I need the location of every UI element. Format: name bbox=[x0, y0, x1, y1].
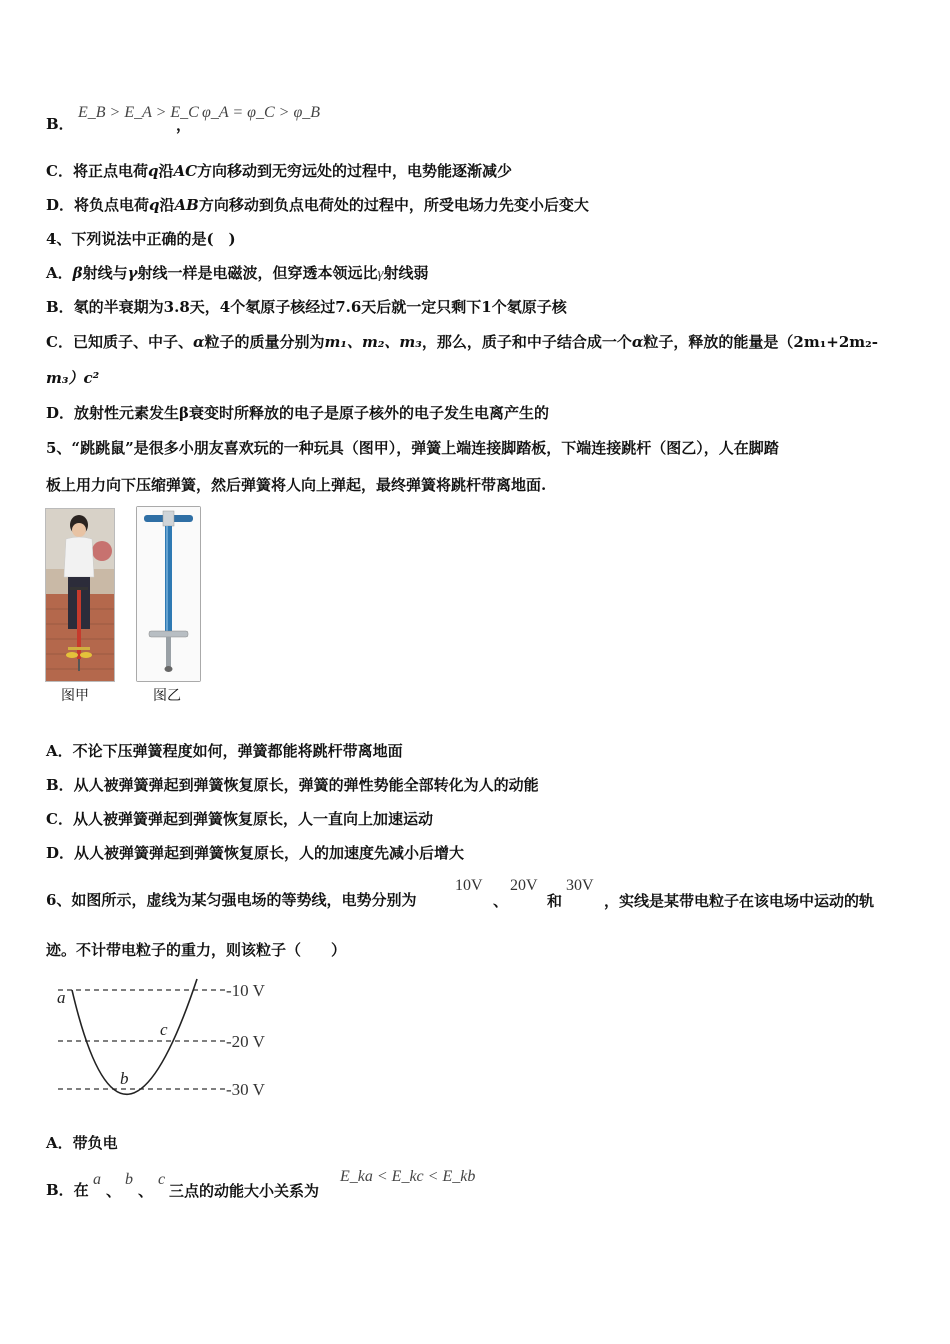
option-label: B． bbox=[46, 115, 74, 133]
q5-option-b: B．从人被弹簧弹起到弹簧恢复原长，弹簧的弹性势能全部转化为人的动能 bbox=[46, 776, 539, 794]
symbol-alpha: α bbox=[192, 333, 205, 351]
figure-point-a: a bbox=[57, 988, 66, 1007]
q3-option-b-formula-phi: φ_A = φ_C > φ_B bbox=[202, 104, 321, 121]
text: D．将负点电荷 bbox=[46, 196, 150, 214]
q4-stem: 4、下列说法中正确的是( ) bbox=[46, 230, 236, 248]
q3-option-b bbox=[46, 114, 74, 134]
q6-option-a: A．带负电 bbox=[46, 1134, 118, 1152]
symbol-beta: β bbox=[72, 264, 83, 282]
q3-option-b-comma: ， bbox=[176, 116, 192, 134]
figure-label-10v: -10 V bbox=[226, 981, 265, 1000]
q5-option-c: C．从人被弹簧弹起到弹簧恢复原长，人一直向上加速运动 bbox=[46, 810, 433, 828]
figure-yi-photo bbox=[136, 506, 201, 682]
text: 射线弱 bbox=[383, 264, 429, 282]
text: 沿 bbox=[158, 162, 174, 180]
text: 粒子，释放的能量是（2m₁+2m₂- bbox=[643, 333, 878, 351]
q4-option-c-cont: m₃）c² bbox=[46, 369, 100, 387]
q5-stem-line2: 板上用力向下压缩弹簧，然后弹簧将人向上弹起，最终弹簧将跳杆带离地面. bbox=[46, 476, 547, 494]
q6-sep1: 、 bbox=[493, 892, 509, 910]
text: 方向移动到无穷远处的过程中，电势能逐渐减少 bbox=[197, 162, 513, 180]
text: ，那么，质子和中子结合成一个 bbox=[421, 333, 632, 351]
q6-option-b-c: c bbox=[158, 1171, 166, 1188]
q6-option-b-relation: E_ka < E_kc < E_kb bbox=[340, 1168, 476, 1185]
q6-option-b-sep2: 、 bbox=[138, 1182, 154, 1200]
q5-option-a: A．不论下压弹簧程度如何，弹簧都能将跳杆带离地面 bbox=[46, 742, 403, 760]
q6-option-b bbox=[46, 1180, 89, 1200]
q6-value-10v: 10V bbox=[455, 877, 483, 894]
q6-stem-line2: 迹。不计带电粒子的重力，则该粒子（ ） bbox=[46, 941, 347, 959]
text: 射线一样是电磁波，但穿透本领远比 bbox=[137, 264, 378, 282]
figure-label-20v: -20 V bbox=[226, 1032, 265, 1051]
figure-jia-photo bbox=[45, 508, 115, 682]
masses: m₁、m₂、m₃ bbox=[324, 333, 422, 351]
q4-option-a bbox=[46, 263, 428, 284]
q5-stem-line1: 5、“跳跳鼠”是很多小朋友喜欢玩的一种玩具（图甲），弹簧上端连接脚踏板，下端连接跳杆（图乙），人在脚踏 bbox=[46, 439, 779, 457]
var-ac: AC bbox=[173, 162, 198, 180]
var-q: q bbox=[149, 196, 160, 214]
text: B．在 bbox=[46, 1181, 89, 1199]
q6-option-b-text: 三点的动能大小关系为 bbox=[169, 1182, 320, 1200]
text: C．将正点电荷 bbox=[46, 162, 148, 180]
symbol-gamma: γ bbox=[377, 266, 384, 282]
q5-option-d: D．从人被弹簧弹起到弹簧恢复原长，人的加速度先减小后增大 bbox=[46, 844, 465, 862]
q4-option-c bbox=[46, 332, 878, 352]
symbol-gamma: γ bbox=[127, 264, 138, 282]
q6-stem-part1: 6、如图所示，虚线为某匀强电场的等势线，电势分别为 bbox=[46, 891, 417, 909]
text: A． bbox=[46, 264, 73, 282]
pogo-stick-image bbox=[137, 507, 200, 681]
particle-trajectory bbox=[72, 979, 197, 1094]
q6-equipotential-figure bbox=[50, 974, 290, 1104]
text: 粒子的质量分别为 bbox=[204, 333, 325, 351]
var-q: q bbox=[147, 162, 159, 180]
figure-point-c: c bbox=[160, 1020, 168, 1039]
q6-option-b-a: a bbox=[93, 1171, 101, 1188]
q3-option-d bbox=[46, 195, 589, 215]
q6-sep2: 和 bbox=[547, 892, 563, 910]
var-ab: AB bbox=[174, 196, 199, 214]
figure-point-b: b bbox=[120, 1069, 129, 1088]
q4-option-d: D．放射性元素发生β衰变时所释放的电子是原子核外的电子发生电离产生的 bbox=[46, 404, 549, 422]
q3-option-c bbox=[46, 161, 512, 181]
text: C．已知质子、中子、 bbox=[46, 333, 193, 351]
text: 方向移动到负点电荷处的过程中，所受电场力先变小后变大 bbox=[198, 196, 589, 214]
q6-option-b-b: b bbox=[125, 1171, 133, 1188]
child-on-pogo-stick-image bbox=[46, 509, 114, 681]
q6-value-20v: 20V bbox=[510, 877, 538, 894]
text: 沿 bbox=[159, 196, 175, 214]
q4-option-b: B．氡的半衰期为3.8天，4个氡原子核经过7.6天后就一定只剩下1个氡原子核 bbox=[46, 298, 567, 316]
q6-stem-part2: ，实线是某带电粒子在该电场中运动的轨 bbox=[604, 892, 875, 910]
text: 射线与 bbox=[82, 264, 128, 282]
figure-label-30v: -30 V bbox=[226, 1080, 265, 1099]
q6-option-b-sep1: 、 bbox=[106, 1182, 122, 1200]
symbol-alpha: α bbox=[631, 333, 644, 351]
q6-value-30v: 30V bbox=[566, 877, 594, 894]
q3-option-b-formula-e: E_B > E_A > E_C bbox=[78, 104, 199, 121]
figure-yi-caption: 图乙 bbox=[153, 688, 181, 704]
figure-jia-caption: 图甲 bbox=[61, 688, 89, 704]
